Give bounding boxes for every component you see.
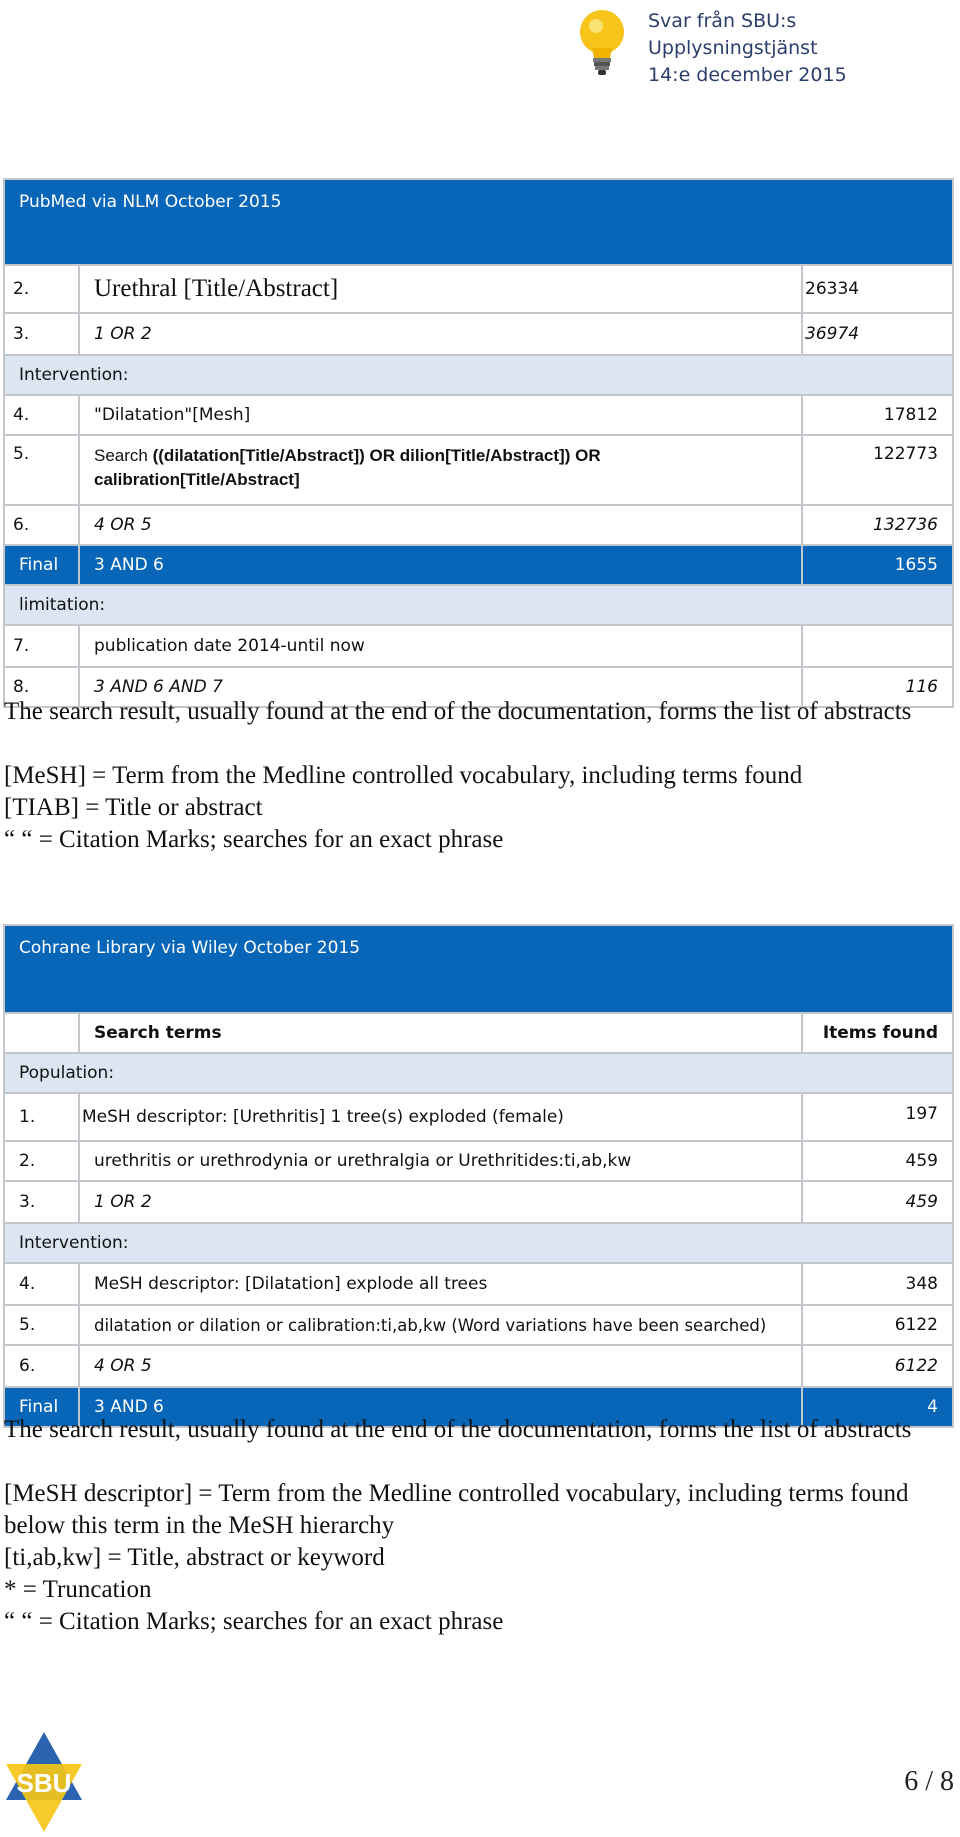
svg-text:SBU: SBU	[16, 1768, 72, 1798]
note: “ “ = Citation Marks; searches for an exact phrase	[4, 826, 504, 853]
note: * = Truncation	[4, 1576, 152, 1603]
table-row: 4. MeSH descriptor: [Dilatation] explode all trees 348	[4, 1263, 953, 1305]
table-row: 5. dilatation or dilation or calibration:ti,ab,kw (Word variations have been searched) 6122	[4, 1305, 953, 1345]
section-row: limitation:	[4, 585, 953, 625]
pubmed-notes	[4, 696, 954, 856]
cochrane-table-title: Cohrane Library via Wiley October 2015	[4, 925, 953, 1013]
note: [MeSH descriptor] = Term from the Medline controlled vocabulary, including terms found below this term in the MeSH hierarchy	[4, 1480, 909, 1539]
header-date: 14:e december 2015	[648, 64, 847, 86]
note: “ “ = Citation Marks; searches for an exact phrase	[4, 1608, 504, 1635]
final-row: Final 3 AND 6 4	[4, 1387, 953, 1427]
table-row: 1. MeSH descriptor: [Urethritis] 1 tree(s) exploded (female) 197	[4, 1093, 953, 1141]
pubmed-search-table	[3, 178, 954, 708]
pubmed-table-title: PubMed via NLM October 2015	[4, 179, 953, 265]
table-header-row	[4, 1013, 953, 1053]
lightbulb-icon	[572, 6, 632, 78]
note: [MeSH] = Term from the Medline controlled vocabulary, including terms found	[4, 762, 803, 789]
note: [TIAB] = Title or abstract	[4, 794, 263, 821]
section-row: Intervention:	[4, 1223, 953, 1263]
table-row: 2. Urethral [Title/Abstract] 26334	[4, 265, 953, 313]
table-row: 2. urethritis or urethrodynia or urethralgia or Urethritides:ti,ab,kw 459	[4, 1141, 953, 1181]
note: [ti,ab,kw] = Title, abstract or keyword	[4, 1544, 385, 1571]
header-org: Svar från SBU:s Upplysningstjänst	[648, 10, 818, 59]
final-row: Final 3 AND 6 1655	[4, 545, 953, 585]
note: The search result, usually found at the end of the documentation, forms the list of abstracts	[4, 1416, 912, 1443]
table-row: 7. publication date 2014-until now	[4, 625, 953, 667]
table-row: 6. 4 OR 5 132736	[4, 505, 953, 545]
table-row: 8. 3 AND 6 AND 7 116	[4, 667, 953, 707]
note: The search result, usually found at the end of the documentation, forms the list of abstracts	[4, 698, 912, 725]
column-header-items: Items found	[802, 1013, 953, 1053]
table-row: 6. 4 OR 5 6122	[4, 1345, 953, 1387]
section-row: Intervention:	[4, 355, 953, 395]
table-row: 4. "Dilatation"[Mesh] 17812	[4, 395, 953, 435]
page-header	[648, 8, 960, 89]
sbu-logo	[4, 1730, 84, 1834]
cochrane-search-table	[3, 924, 954, 1428]
table-row: 3. 1 OR 2 36974	[4, 313, 953, 355]
cochrane-notes	[4, 1414, 954, 1638]
table-row: 5. Search ((dilatation[Title/Abstract]) OR dilion[Title/Abstract]) OR calibration[Title/Abstract] 122773	[4, 435, 953, 505]
page-number: 6 / 8	[904, 1766, 954, 1797]
table-row: 3. 1 OR 2 459	[4, 1181, 953, 1223]
section-row: Population:	[4, 1053, 953, 1093]
column-header-terms: Search terms	[79, 1013, 802, 1053]
